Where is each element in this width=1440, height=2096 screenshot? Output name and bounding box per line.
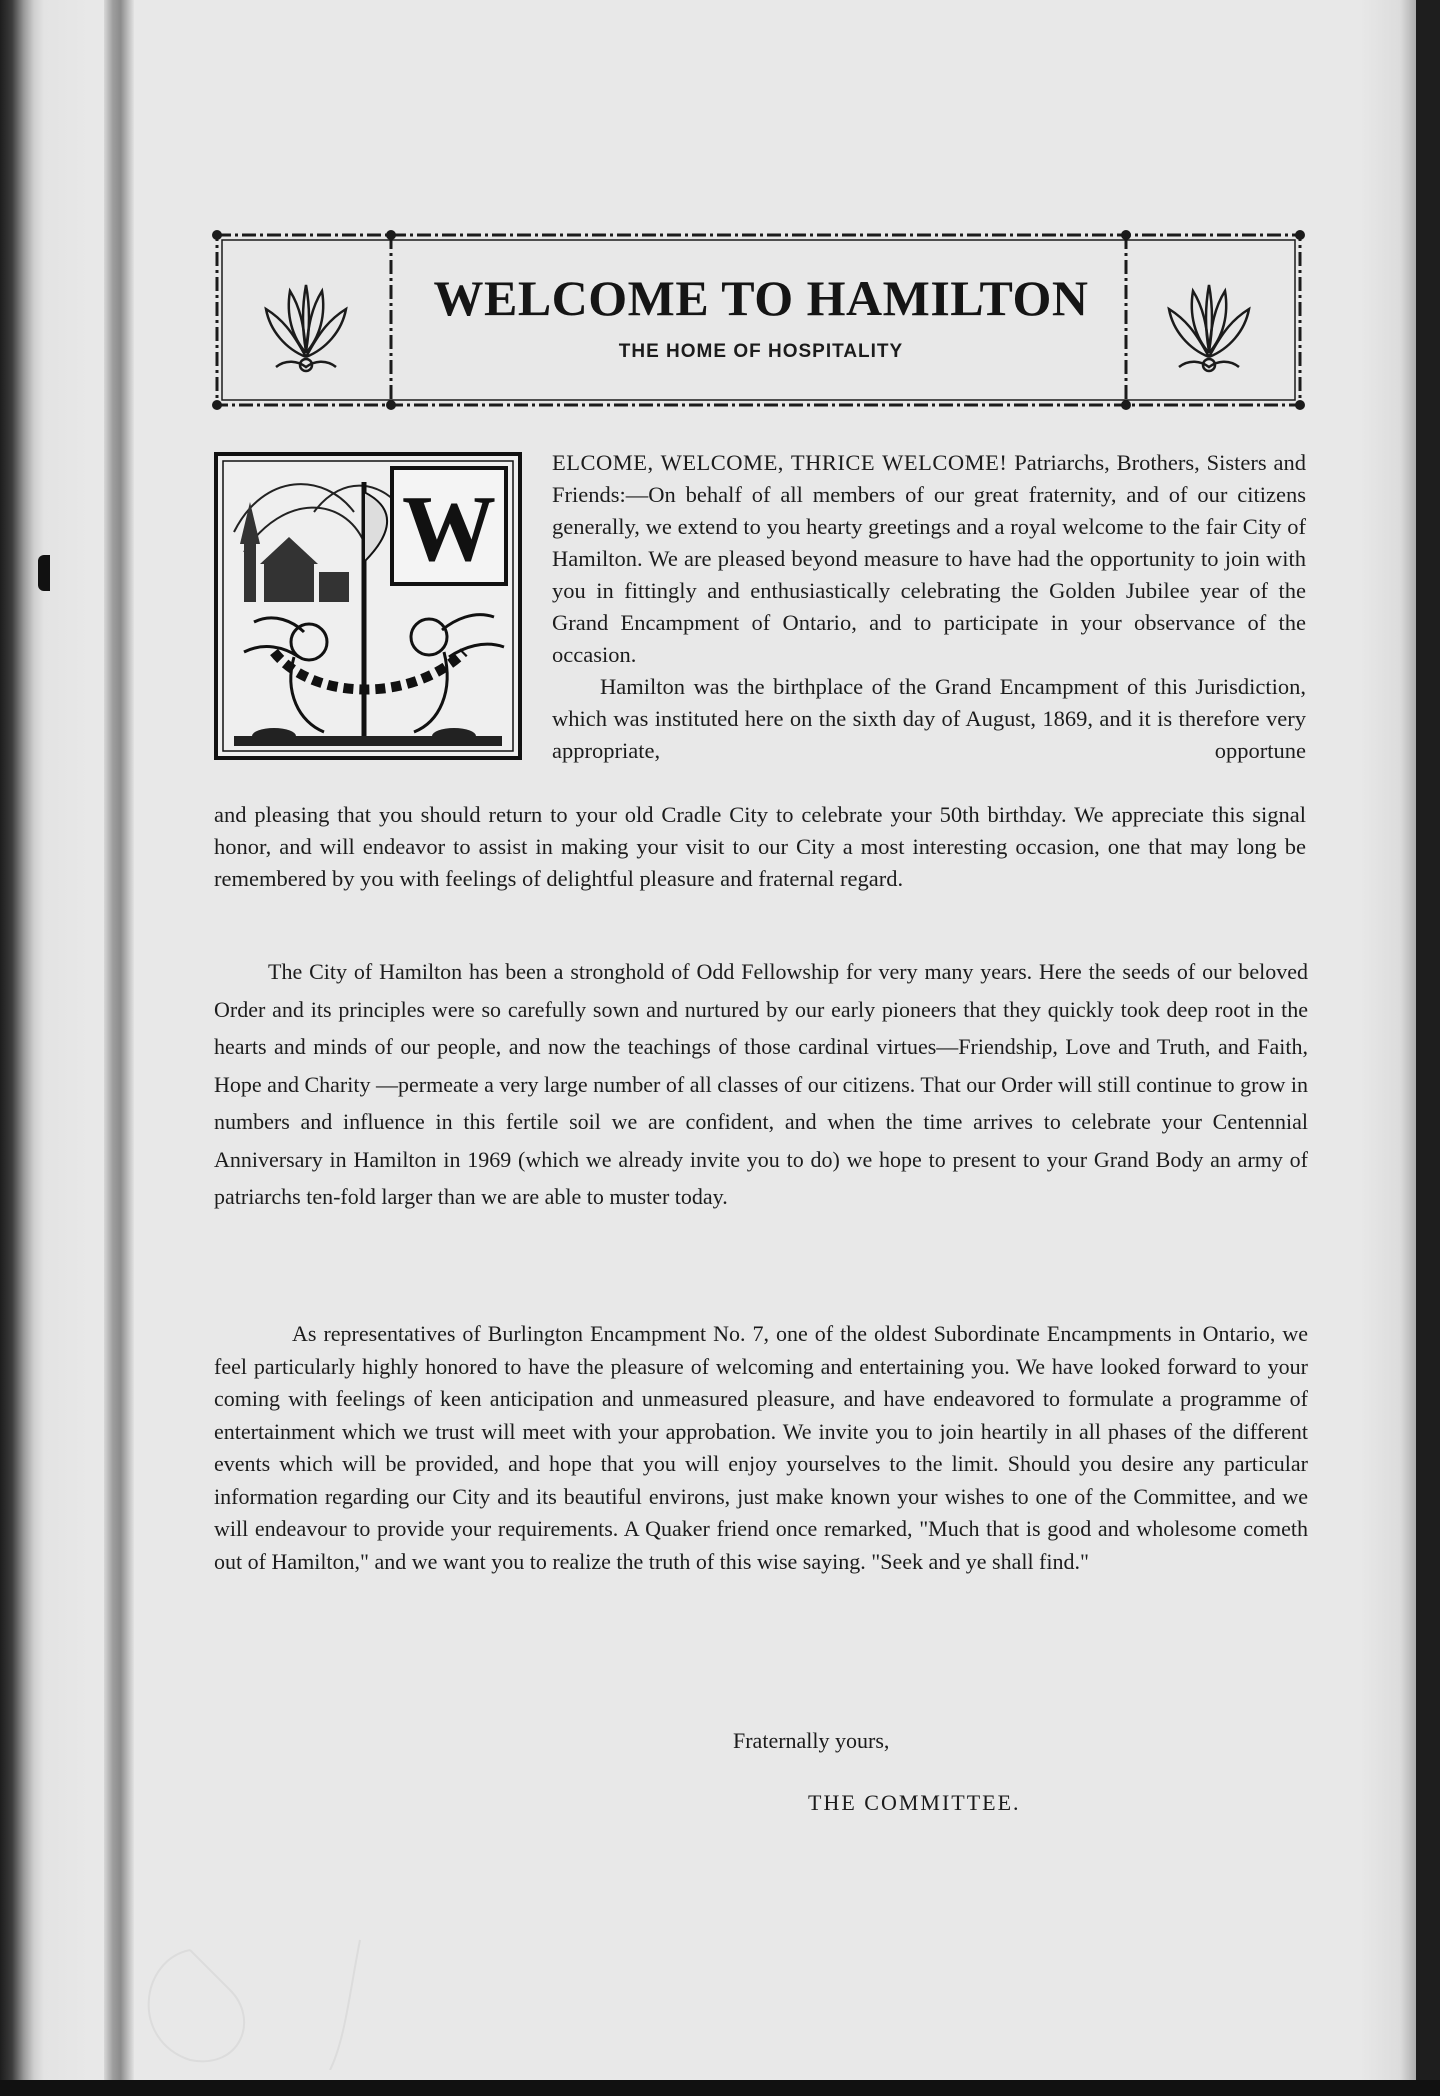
intro-text-continued: Hamilton was the birthplace of the Grand Encampment of this Jurisdiction, which was instituted here on the sixth day of August, 1869, and it is therefore very appropriate, opportune xyxy=(552,674,1306,763)
illustrated-dropcap xyxy=(214,452,522,760)
dropcap-letter: W xyxy=(402,477,496,581)
intro-paragraph-full-width: and pleasing that you should return to your old Cradle City to celebrate your 50th birthday. We appreciate this signal honor, and will endeavor to assist in making your visit to our City a most interesting occasion, one that may long be remembered by you with feelings of delightful pleasure and fraternal regard. xyxy=(214,802,1306,891)
intro-text: Patriarchs, Brothers, Sisters and Friends:—On behalf of all members of our great fraternity, and of our citizens generally, we extend to you hearty greetings and a royal welcome to the fair City of Hamilton. We are pleased beyond measure to have had the opportunity to join with you in fittingly and enthusiastically celebrating the Golden Jubilee year of the Grand Encampment of Ontario, and to participate in your observance of the occasion. xyxy=(552,450,1306,667)
anthemion-ornament-icon xyxy=(256,279,356,379)
pencil-scribble xyxy=(130,1930,390,2070)
page-spine-shadow xyxy=(104,0,134,2080)
header-banner xyxy=(211,229,1306,411)
closing-salutation: Fraternally yours, xyxy=(733,1728,890,1753)
body-paragraph-history: The City of Hamilton has been a stronghold of Odd Fellowship for very many years. Here the seeds of our beloved Order and its principles were so carefully sown and nurtured by our early pioneers that they quickly took deep root in the hearts and minds of our people, and now the teachings of those cardinal virtues—Friendship, Love and Truth, and Faith, Hope and Charity —permeate a very large number of all classes of our citizens. That our Order will still continue to grow in numbers and influence in this fertile soil we are confident, and when the time arrives to celebrate your Centennial Anniversary in Hamilton in 1969 (which we already invite you to do) we hope to present to your Grand Body an army of patriarchs ten-fold larger than we are able to muster today. xyxy=(214,959,1308,1209)
anthemion-ornament-icon xyxy=(1159,279,1259,379)
scan-edge-bottom xyxy=(0,2080,1440,2096)
binding-mark xyxy=(38,555,50,591)
scan-edge-right xyxy=(1416,0,1440,2096)
intro-paragraph xyxy=(552,447,1306,767)
opening-words: ELCOME, WELCOME, THRICE WELCOME! xyxy=(552,450,1008,475)
page-title: WELCOME TO HAMILTON xyxy=(433,270,1089,326)
page-subtitle: THE HOME OF HOSPITALITY xyxy=(618,341,904,362)
body-paragraph-invitation: As representatives of Burlington Encampment No. 7, one of the oldest Subordinate Encampments in Ontario, we feel particularly highly honored to have the pleasure of welcoming and entertaining you. We have looked forward to your coming with feelings of keen anticipation and unmeasured pleasure, and have endeavored to formulate a programme of entertainment which we trust will meet with your approbation. We invite you to join heartily in all phases of the different events which will be provided, and hope that you will enjoy yourselves to the limit. Should you desire any particular information regarding our City and its beautiful environs, just make known your wishes to one of the Committee, and we will endeavour to provide your requirements. A Quaker friend once remarked, "Much that is good and wholesome cometh out of Hamilton," and we want you to realize the truth of this wise saying. "Seek and ye shall find." xyxy=(214,1321,1308,1574)
signature: THE COMMITTEE. xyxy=(808,1790,1021,1815)
